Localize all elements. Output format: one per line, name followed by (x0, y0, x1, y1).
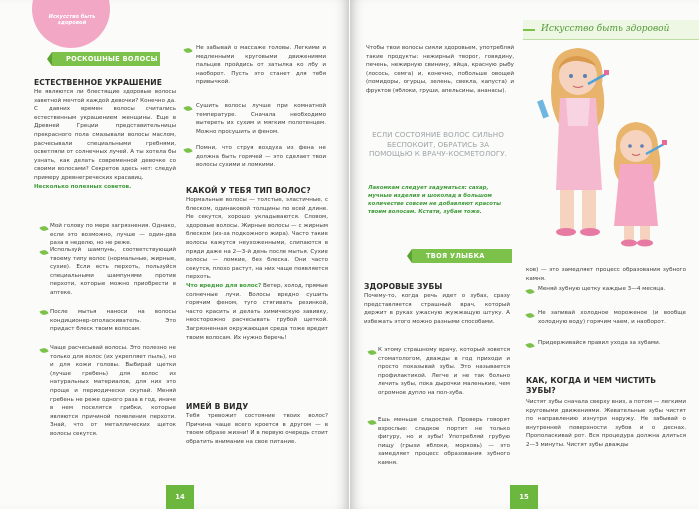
page-number-left: 14 (166, 485, 194, 509)
sweets-tip: Лакомкам следует задуматься: сахар, мучные изделия и шоколад в большом количестве совсем не добавляют красоты твоим волосам. Кстати, зубам тоже. (368, 185, 501, 215)
left-page (0, 0, 349, 509)
chapter-banner (523, 20, 699, 40)
continuation-text: ков) — это замедляет процесс образования зубного камня. (526, 267, 686, 282)
keep-in-mind-paragraph: Тебя тревожит состояние твоих волос? Причина чаще всего кроется в другом — в твоем образе жизни! И в первую очередь стоит обратить внимание на свое питание. (186, 413, 328, 445)
toothbrush-tip (538, 285, 686, 294)
rules-tip (538, 339, 686, 348)
leaf-bullet-icon (183, 47, 192, 54)
harm-text: Ветер, холод, прямые солнечные лучи. Волосы вредно сушить горячим феном, туго стягивать резинкой, часто красить и делать химическую завивку, неосторожно расчесывать грубой щеткой. Загрязненная окружающая среда тоже вредит твоим волосам. Их нужно беречь! (186, 282, 328, 341)
dentist-tip (378, 346, 510, 398)
heading-keep-in-mind: ИМЕЙ В ВИДУ (186, 402, 249, 411)
heading-hair-type: КАКОЙ У ТЕБЯ ТИП ВОЛОС? (186, 186, 311, 195)
hair-type-text (186, 196, 328, 342)
food-paragraph: Чтобы твои волосы сияли здоровьем, употребляй такие продукты: нежирный творог, говядину, печень, нежирную свинину, яйца, красную рыбу (лосось, семга) и, конечно, побольше овощей (помидоры, огурцы, зелень, свекла, капуста) и фруктов (яблоки, груши, апельсины, ананасы). (366, 45, 514, 94)
leaf-bullet-icon (525, 342, 534, 349)
hair-type-paragraph: Нормальные волосы — толстые, эластичные, с блеском, одинаковой толщины по всей длине. Не секутся, хорошо укладываются. Словом, здоровые волосы. Жирные волосы — с жирным блеском (из-за подкожного жира). Часто такие волосы кажутся неухоженными, слипаются в пряди даже на 2—3-й день после мытья. Сухие волосы — ломкие, без блеска. Они часто секутся, плохо растут, на них чаще появляется перхоть. (186, 197, 328, 281)
leaf-bullet-icon (39, 249, 48, 256)
brushing-text (526, 398, 686, 450)
hair-tip-1-text: Мой голову по мере загрязнения. Однако, если это возможно, лучше — один-два раза в неделю, но не реже. (50, 223, 176, 247)
sweets-teeth-tip (378, 416, 510, 468)
teeth-intro-paragraph: Почему-то, когда речь идет о зубах, сразу представляется страшный врач, который держит в руках ужасную жужжащую штуку. А избежать этого можно разными способами. (364, 293, 510, 325)
leaf-bullet-icon (39, 225, 48, 232)
pull-quote: ЕСЛИ СОСТОЯНИЕ ВОЛОС СИЛЬНО БЕСПОКОИТ, ОБРАТИСЬ ЗА ПОМОЩЬЮ К ВРАЧУ-КОСМЕТОЛОГУ. (369, 130, 507, 159)
heading-natural-decoration: ЕСТЕСТВЕННОЕ УКРАШЕНИЕ (34, 78, 163, 87)
hairdryer-tip-text: Помни, что струя воздуха из фена не должна быть горячей — это сделает твои волосы сухими и ломкими. (196, 145, 326, 169)
drying-tip-text: Сушить волосы лучше при комнатной температуре. Сначала необходимо вытереть их сухим и мягким полотенцем. Можно просушить и феном. (196, 103, 326, 135)
heading-brushing: КАК, КОГДА И ЧЕМ ЧИСТИТЬ ЗУБЫ? (526, 376, 657, 395)
younger-girl-figure (614, 122, 667, 247)
temperature-tip (538, 309, 686, 326)
hair-tip-1 (50, 222, 176, 248)
section-ribbon-smile (412, 249, 512, 263)
section-ribbon-label: РОСКОШНЫЕ ВОЛОСЫ (66, 55, 158, 63)
teeth-intro (364, 292, 510, 326)
harm-question: Что вредно для волос? (186, 282, 262, 289)
banner-dash (523, 29, 535, 31)
rules-tip-text: Придерживайся правил ухода за зубами. (538, 340, 661, 346)
older-girl-figure (537, 48, 609, 236)
leaf-bullet-icon (367, 349, 376, 356)
brushing-paragraph: Чистят зубы сначала сверху вниз, а потом — легкими круговыми движениями. Жевательные зубы чистят по направлению изнутри наружу. Не забывай о внутренней поверхности зубов и о деснах. Прополаскивай рот. Вся процедура должна длиться 2—3 минуты. Чистят зубы дважды (526, 399, 686, 448)
hairdryer-tip (196, 144, 326, 170)
massage-tip (196, 44, 326, 87)
drying-tip (196, 102, 326, 136)
page-number-right: 15 (510, 485, 538, 509)
section-badge-text: Искусство быть здоровой (48, 14, 96, 26)
toothbrush-tip-text: Меняй зубную щетку каждые 3—4 месяца. (538, 286, 666, 292)
chapter-banner-title: Искусство быть здоровой (541, 24, 670, 34)
section-ribbon-label: ТВОЯ УЛЫБКА (426, 252, 485, 260)
leaf-bullet-icon (525, 288, 534, 295)
keep-in-mind-text (186, 412, 328, 446)
food-text (366, 44, 514, 96)
hair-tip-4-text: Чаще расчесывай волосы. Это полезно не только для волос (их укрепляет пыль), но и для кожи головы. Выбирай щетки (лучше гребень) для волос из натуральных материалов, для них это проще и периодически скупай. Меняй гребень не реже одного раза в год, иначе в нем поселятся грибки, которые являются причиной появления перхоти. Знай, что от металлических щеток волосы секутся. (50, 345, 176, 437)
girls-brushing-teeth-illustration (530, 40, 670, 250)
leaf-bullet-icon (39, 347, 48, 354)
hair-tip-2 (50, 246, 176, 298)
leaf-bullet-icon (39, 309, 48, 316)
hair-tip-3 (50, 308, 176, 334)
temperature-tip-text: Не запивай холодное мороженое (и вообще холодную воду) горячим чаем, и наоборот. (538, 310, 686, 325)
leaf-bullet-icon (367, 419, 376, 426)
dentist-tip-text: К этому страшному врачу, который зовется стоматологом, дважды в год приходи и просто показывай зубы. Это называется профилактикой. Легче и не так больно лечить зубы, пока дырочки маленькие, чем огромное дупло на пол-зуба. (378, 347, 510, 396)
left-col1-text (34, 88, 176, 191)
leaf-bullet-icon (183, 147, 192, 154)
harm-paragraph (186, 282, 328, 342)
sweets-teeth-tip-text: Ешь меньше сладостей. Проверь говорят взрослые: сладкое портит не только фигуру, но и зубы! Употребляй грубую пищу (грызи яблоки, морковь) — это замедляет процесс образования зубного камня. (378, 417, 510, 466)
useful-tips-label: Несколько полезных советов. (34, 183, 132, 190)
hair-tip-4 (50, 344, 176, 439)
intro-paragraph: Не являются ли блестящие здоровые волосы заветной мечтой каждой девочки? Конечно да. С давних времен волосы считались естественным украшением женщины. Еще в Древней Греции представительницы прекрасного пола смазывали волосы маслом, расчесывали специальными гребнями, осветляли от солнечных лучей. А ты хотела бы узнать, как делать современной девочке со своими волосами? Секретов здесь нет: следуй примеру древнегреческих красавиц. (34, 89, 176, 181)
heading-healthy-teeth: ЗДОРОВЫЕ ЗУБЫ (364, 282, 443, 291)
section-badge (32, 0, 110, 48)
massage-tip-text: Не забывай о массаже головы. Легкими и медленными круговыми движениями пальцев пройдись от затылка ко лбу и наоборот. Пусть это станет для тебя привычкой. (196, 45, 326, 86)
hair-tip-2-text: Используй шампунь, соответствующий твоему типу волос (нормальные, жирные, сухие). Если есть перхоть, пользуйся специальными шампунями против перхоти, которые можно приобрести в аптеке. (50, 247, 176, 296)
hair-tip-3-text: После мытья наноси на волосы кондиционер-ополаскиватель. Это придаст блеск твоим волосам. (50, 309, 176, 333)
leaf-bullet-icon (525, 312, 534, 319)
leaf-bullet-icon (183, 105, 192, 112)
section-ribbon-hair (52, 52, 160, 66)
right-col2-continuation (526, 266, 686, 283)
